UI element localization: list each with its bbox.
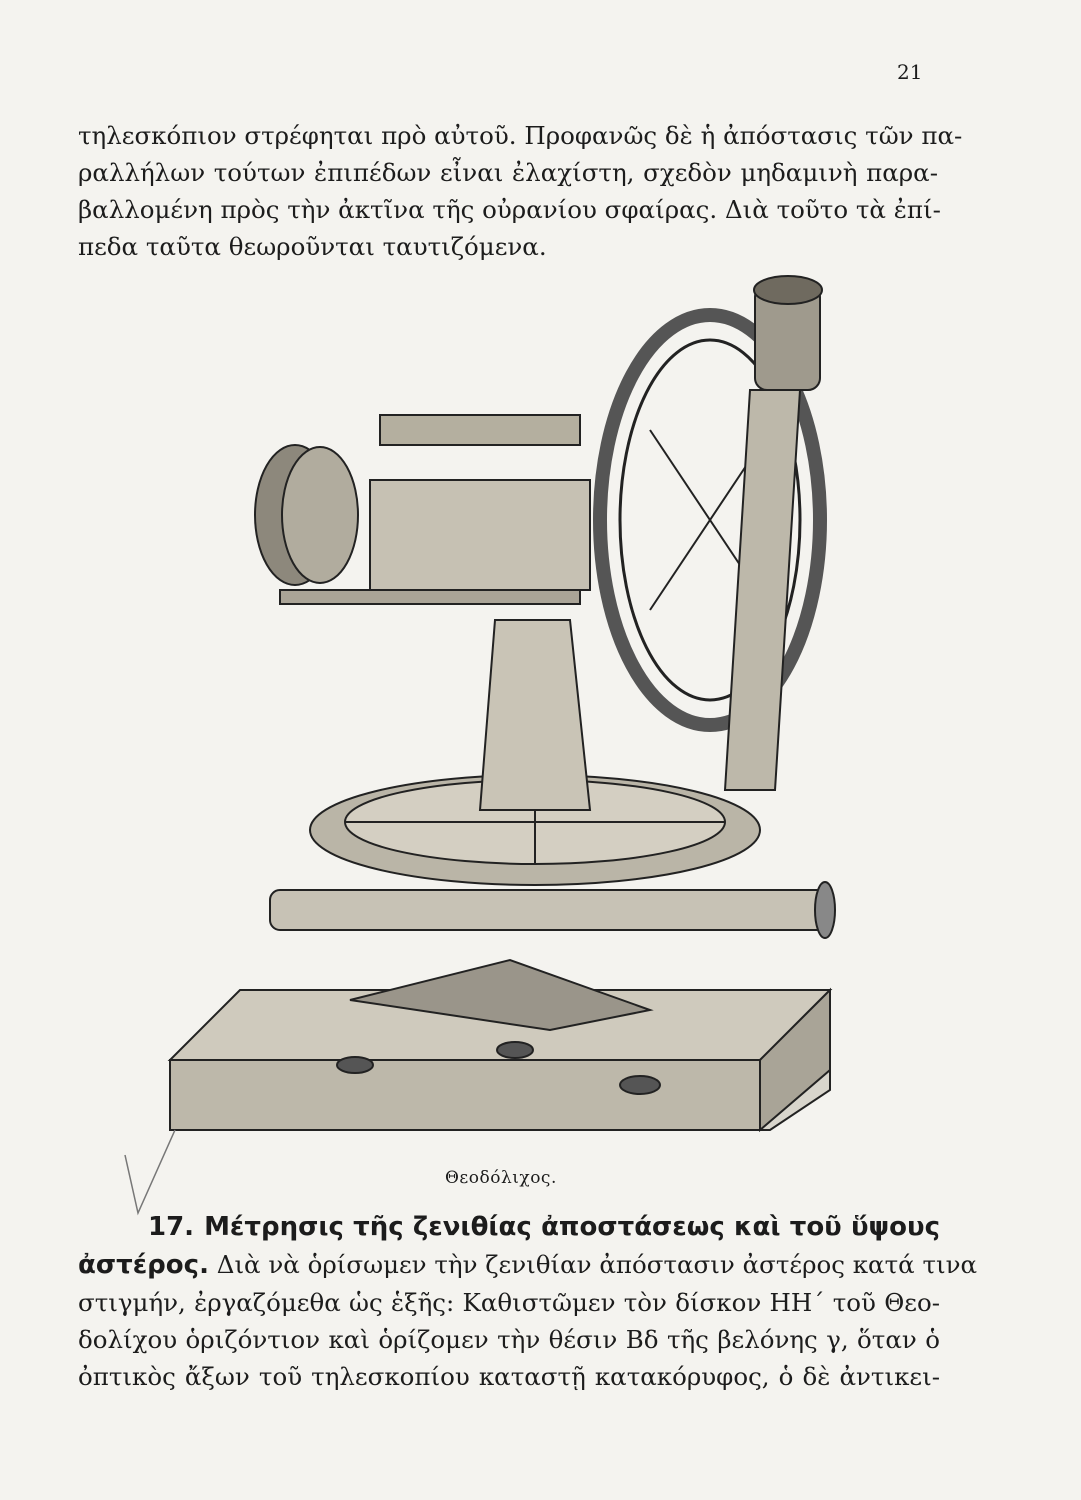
body-text: Διὰ νὰ ὁρίσωμεν τὴν ζενιθίαν ἀπόστασιν ἀστέρος κατά τινα — [216, 1250, 978, 1279]
section-17 — [78, 1208, 978, 1395]
text-line: βαλλομένη πρὸς τὴν ἀκτῖνα τῆς οὐρανίου σφαίρας. Διὰ τοῦτο τὰ ἐπί- — [78, 195, 941, 224]
section-number: 17. — [148, 1212, 195, 1242]
figure-caption: Θεοδόλιχος. — [445, 1168, 557, 1188]
section-heading-line — [78, 1208, 940, 1246]
pencil-check-mark — [120, 1125, 180, 1220]
text-line: δολίχου ὁριζόντιον καὶ ὁρίζομεν τὴν θέσιν Βδ τῆς βελόνης γ, ὅταν ὁ — [78, 1325, 940, 1354]
text-line: πεδα ταῦτα θεωροῦνται ταυτιζόμενα. — [78, 232, 547, 261]
text-line: στιγμήν, ἐργαζόμεθα ὡς ἑξῆς: Καθιστῶμεν τὸν δίσκον ΗΗ΄ τοῦ Θεο- — [78, 1288, 940, 1317]
section-heading: Μέτρησις τῆς ζενιθίας ἀποστάσεως καὶ τοῦ ὕψους — [204, 1212, 940, 1242]
theodolite-illustration — [150, 270, 910, 1160]
text-line — [78, 1246, 978, 1284]
text-line: ραλλήλων τούτων ἐπιπέδων εἶναι ἐλαχίστη, σχεδὸν μηδαμινὴ παρα- — [78, 158, 938, 187]
page-number: 21 — [897, 60, 923, 84]
text-line: ὀπτικὸς ἄξων τοῦ τηλεσκοπίου καταστῇ κατακόρυφος, ὁ δὲ ἀντικει- — [78, 1362, 940, 1391]
intro-paragraph — [78, 117, 963, 265]
text-line: τηλεσκόπιον στρέφηται πρὸ αὐτοῦ. Προφανῶς δὲ ἡ ἀπόστασις τῶν πα- — [78, 121, 963, 150]
section-heading-continuation: ἀστέρος. — [78, 1250, 209, 1280]
